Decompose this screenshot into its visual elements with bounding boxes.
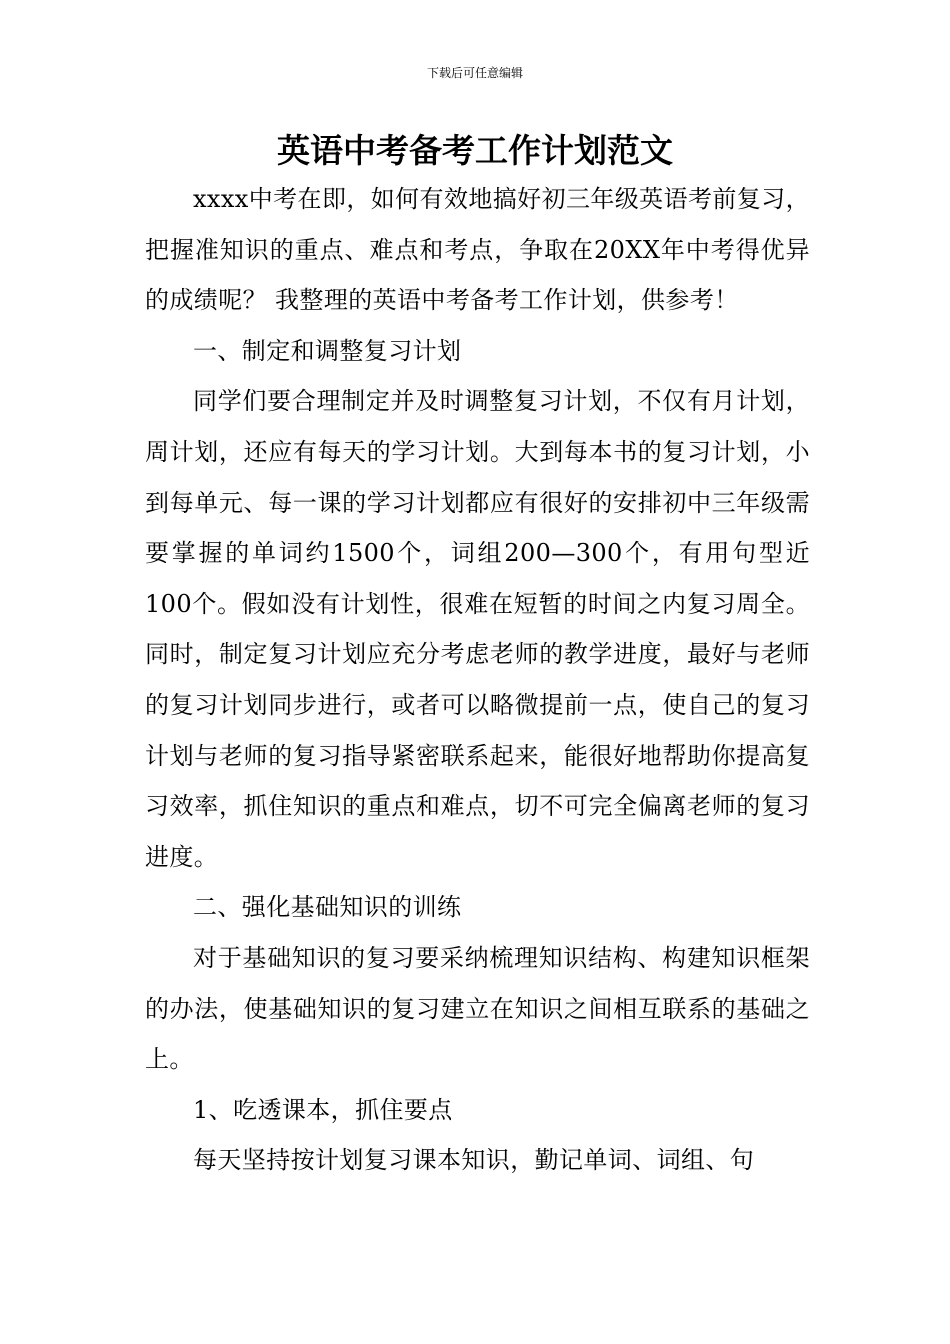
- section-2-paragraph: 对于基础知识的复习要采纳梳理知识结构、构建知识框架的办法，使基础知识的复习建立在知识之间相互联系的基础之上。: [145, 943, 810, 1074]
- section-heading-1: 一、制定和调整复习计划: [193, 336, 462, 365]
- section-1-paragraph: 同学们要合理制定并及时调整复习计划，不仅有月计划，周计划，还应有每天的学习计划。大到每本书的复习计划，小到每单元、每一课的学习计划都应有很好的安排初中三年级需要掌握的单词约1500个，词组200—300个，有用句型近100个。假如没有计划性，很难在短暂的时间之内复习周全。同时，制定复习计划应充分考虑老师的教学进度，最好与老师的复习计划同步进行，或者可以略微提前一点，使自己的复习计划与老师的复习指导紧密联系起来，能很好地帮助你提高复习效率，抓住知识的重点和难点，切不可完全偏离老师的复习进度。: [145, 387, 810, 871]
- header-note: 下载后可任意编辑: [426, 66, 523, 80]
- subsection-1-paragraph: 每天坚持按计划复习课本知识，勤记单词、词组、句: [193, 1146, 755, 1175]
- document-body: [145, 174, 810, 1186]
- intro-paragraph: xxxx中考在即，如何有效地搞好初三年级英语考前复习，把握准知识的重点、难点和考点，争取在20XX年中考得优异的成绩呢？ 我整理的英语中考备考工作计划，供参考！: [145, 185, 810, 315]
- section-heading-2: 二、强化基础知识的训练: [193, 893, 462, 922]
- subsection-heading-1: 1、吃透课本，抓住要点: [193, 1095, 453, 1124]
- document-title: 英语中考备考工作计划范文: [277, 131, 673, 170]
